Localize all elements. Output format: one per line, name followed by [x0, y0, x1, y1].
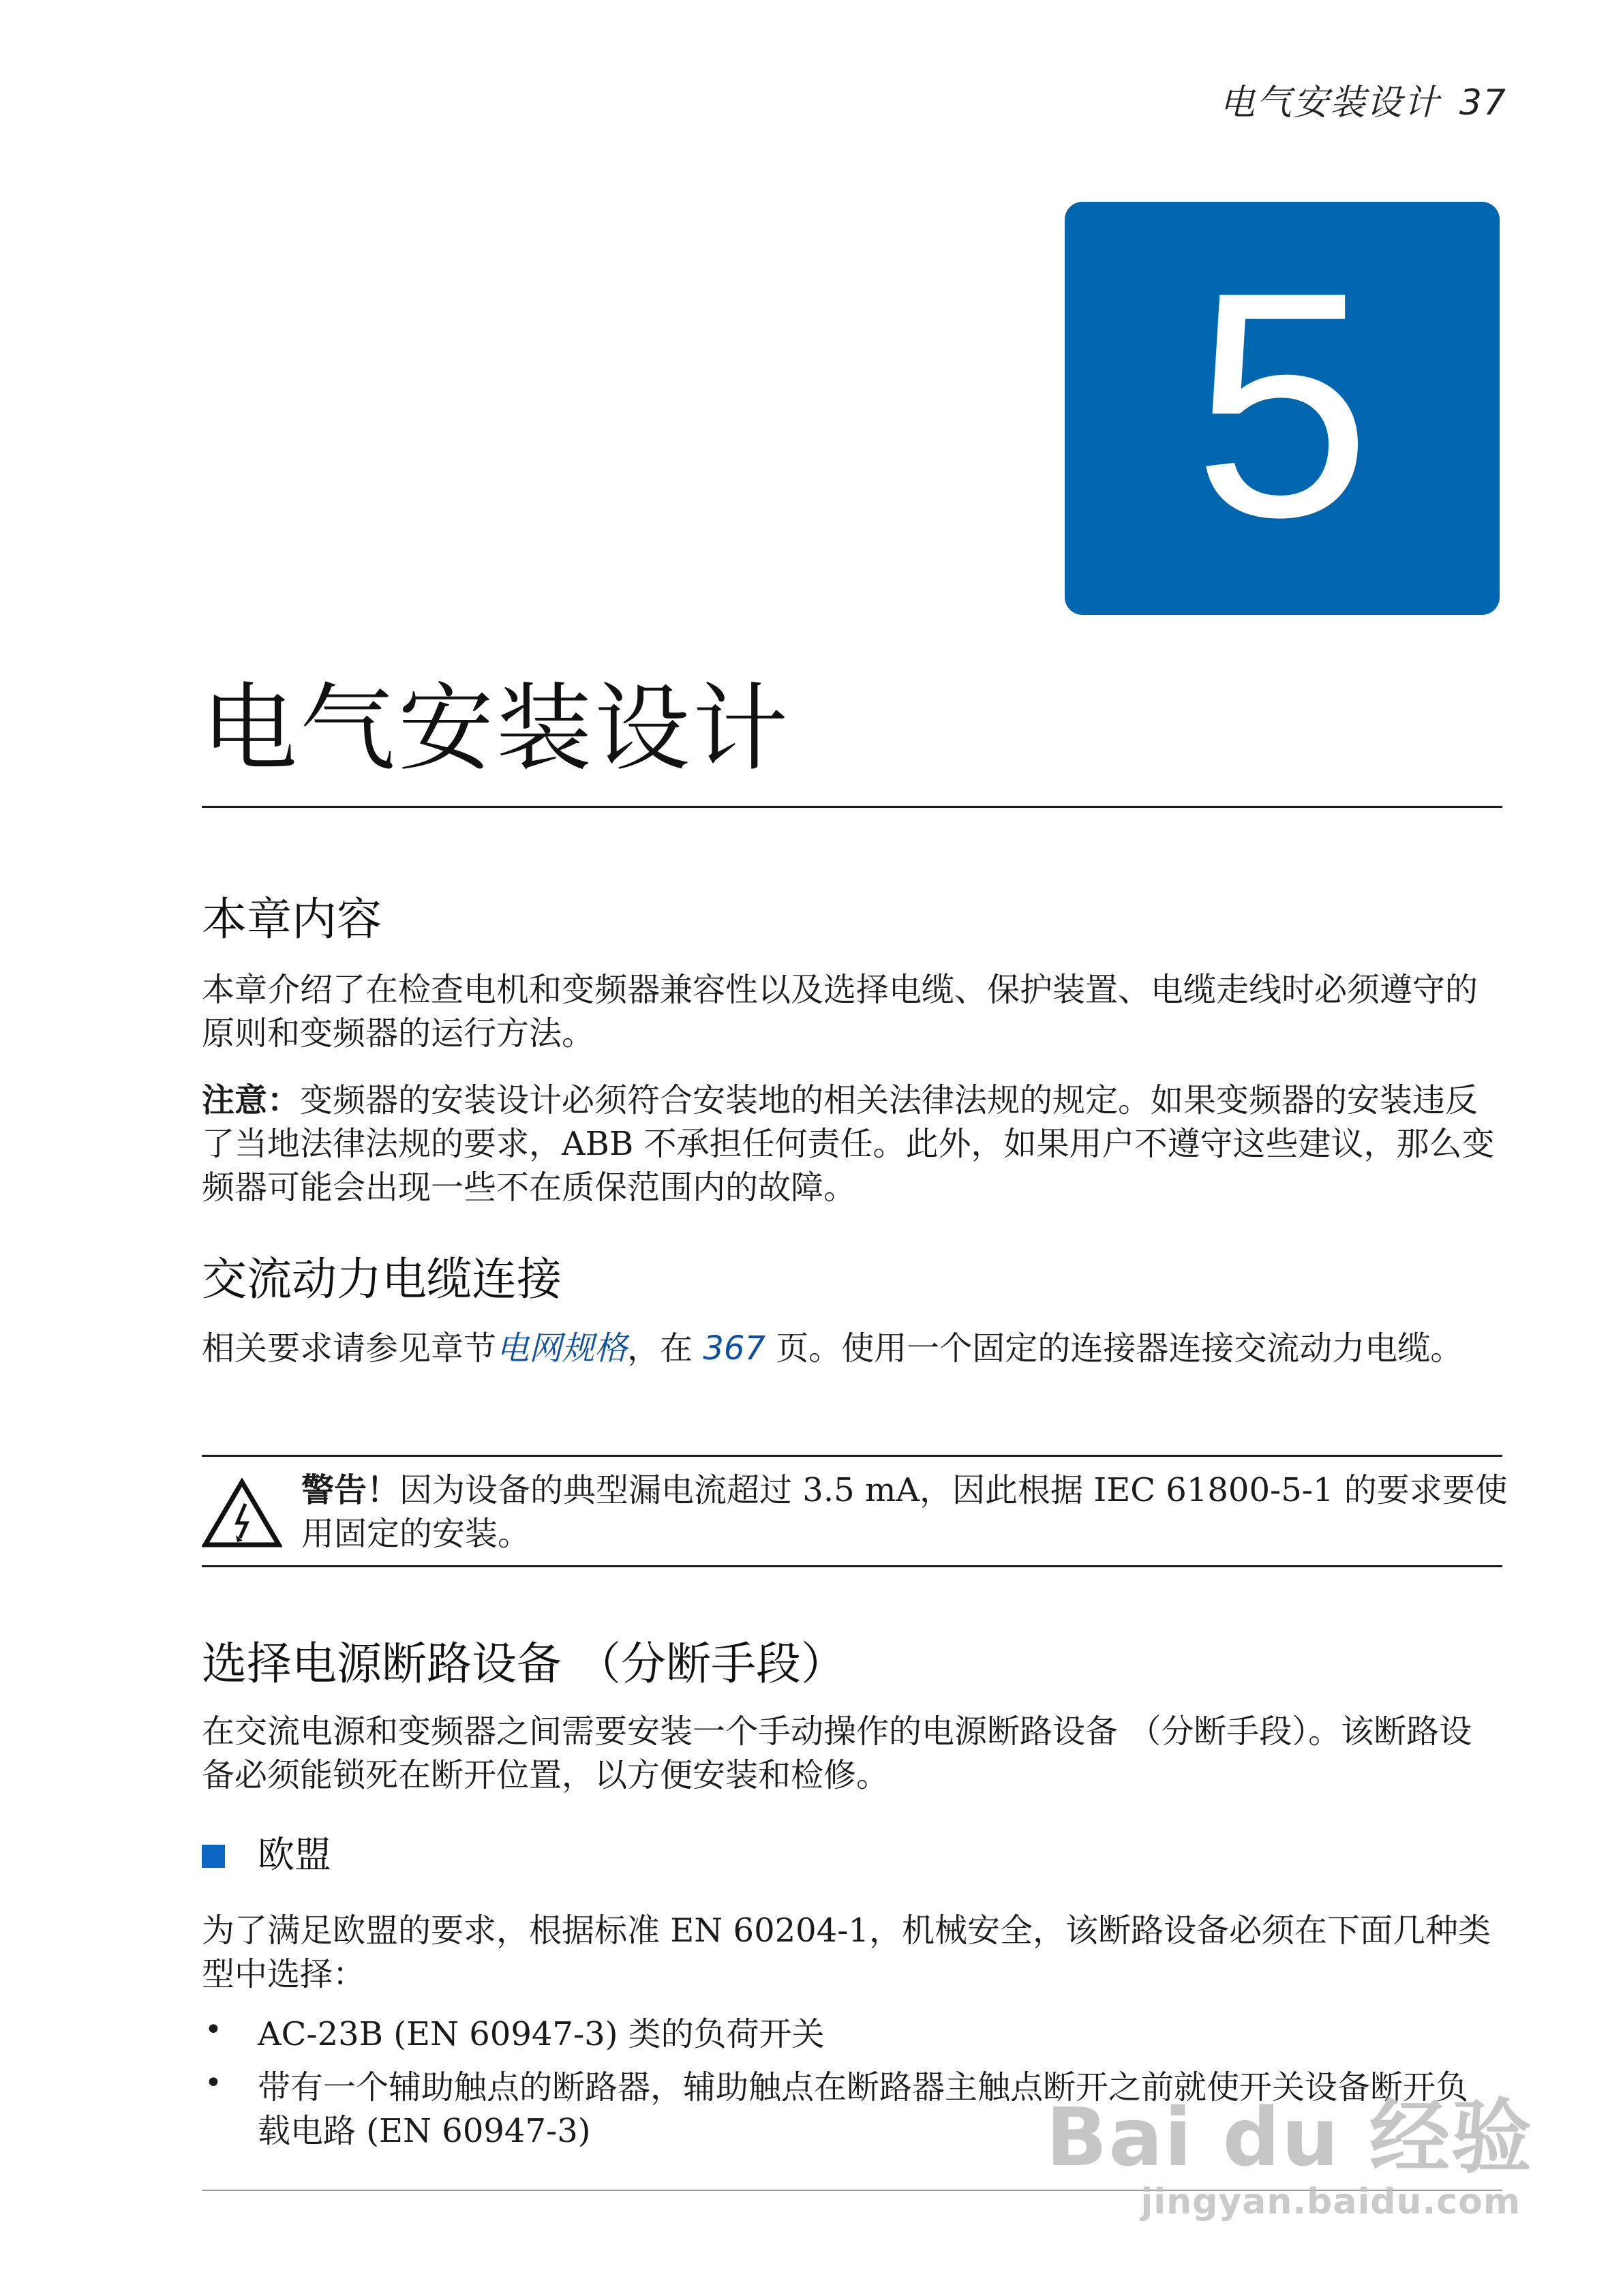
note-label: 注意： — [202, 1081, 301, 1119]
baidu-watermark-logo: Bai du 经验 — [1046, 2090, 1533, 2184]
section-heading-contents: 本章内容 — [202, 893, 382, 946]
section-heading-disconnect-device: 选择电源断路设备 （分断手段） — [202, 1637, 846, 1690]
header-section-title: 电气安装设计 — [1219, 82, 1440, 123]
bullet-2-marker: • — [204, 2066, 222, 2100]
section-contents-paragraph: 本章介绍了在检查电机和变频器兼容性以及选择电缆、保护装置、电缆走线时必须遵守的原则和变频器的运行方法。 — [202, 971, 1478, 1053]
note-text: 变频器的安装设计必须符合安装地的相关法律法规的规定。如果变频器的安装违反了当地法律法规的要求，ABB 不承担任何责任。此外，如果用户不遵守这些建议，那么变频器可能会出现一些不在质保范围内的故障。 — [202, 1081, 1495, 1207]
disconnect-device-paragraph: 在交流电源和变频器之间需要安装一个手动操作的电源断路设备 （分断手段）。该断路设备必须能锁死在断开位置，以方便安装和检修。 — [202, 1712, 1472, 1794]
ac-para-prefix: 相关要求请参见章节 — [202, 1329, 497, 1368]
warning-label: 警告！ — [301, 1471, 400, 1509]
baidu-watermark-url: jingyan.baidu.com — [1140, 2181, 1521, 2222]
ac-para-suffix: 页。使用一个固定的连接器连接交流动力电缆。 — [776, 1329, 1463, 1368]
chapter-number-box — [1065, 202, 1500, 615]
warning-bottom-rule — [202, 1565, 1502, 1567]
note-paragraph — [202, 1078, 1497, 1209]
warning-body: 因为设备的典型漏电流超过 3.5 mA，因此根据 IEC 61800-5-1 的要求要使用固定的安装。 — [301, 1471, 1508, 1553]
ac-para-middle: ，在 — [627, 1329, 693, 1368]
grid-spec-link[interactable]: 电网规格 — [496, 1329, 628, 1368]
bullet-1-marker: • — [204, 2012, 222, 2047]
warning-top-rule — [202, 1455, 1502, 1457]
header-page-number: 37 — [1459, 82, 1507, 123]
ac-power-cable-paragraph — [202, 1327, 1497, 1370]
warning-text — [301, 1468, 1508, 1556]
chapter-number: 5 — [1193, 226, 1371, 584]
section-heading-ac-power-cable: 交流动力电缆连接 — [202, 1253, 562, 1305]
page-367-link[interactable]: 367 — [703, 1329, 765, 1368]
subsection-heading-eu: 欧盟 — [258, 1833, 331, 1876]
subsection-marker-square — [202, 1845, 225, 1868]
bullet-1-text: AC-23B (EN 60947-3) 类的负荷开关 — [258, 2015, 825, 2053]
high-voltage-warning-icon — [202, 1478, 282, 1549]
eu-paragraph: 为了满足欧盟的要求，根据标准 EN 60204-1，机械安全，该断路设备必须在下面几种类型中选择： — [202, 1912, 1491, 1993]
running-header — [1219, 74, 1507, 125]
bullet-2-text: 带有一个辅助触点的断路器，辅助触点在断路器主触点断开之前就使开关设备断开负载电路 (EN 60947-3) — [258, 2068, 1469, 2150]
title-divider — [202, 806, 1502, 808]
chapter-title: 电气安装设计 — [202, 674, 791, 785]
